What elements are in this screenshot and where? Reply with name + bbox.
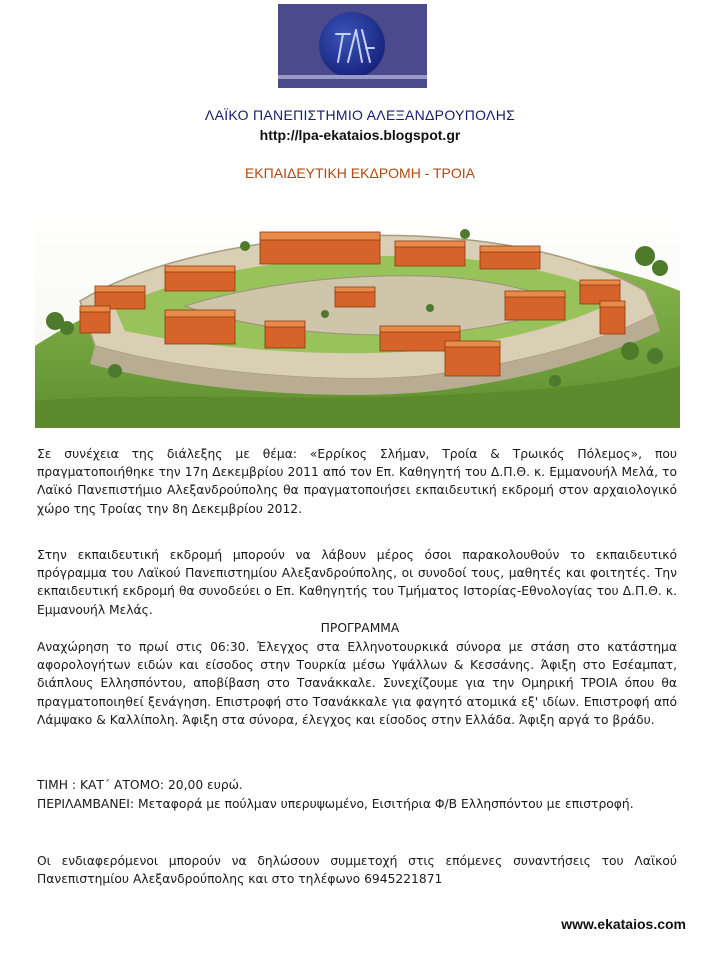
price-line: ΤΙΜΗ : ΚΑΤ΄ ΑΤΟΜΟ: 20,00 ευρώ.	[37, 778, 243, 792]
participation-paragraph: Στην εκπαιδευτική εκδρομή μπορούν να λάβουν μέρος όσοι παρακολουθούν το εκπαιδευτικό πρόγραμμα του Λαϊκού Πανεπιστημίου Αλεξανδρούπολης, οι συνοδοί τους, μαθητές και φοιτητές. Την εκπαιδευτική εκδρομή θα συνοδεύει ο Επ. Καθηγητής του Τμήματος Ιστορίας-Εθνολογίας του Δ.Π.Θ. κ. Εμμανουήλ Μελάς.	[37, 548, 677, 617]
blog-url[interactable]: http://lpa-ekataios.blogspot.gr	[259, 127, 461, 143]
logo-stripe	[278, 75, 427, 79]
includes-paragraph: ΠΕΡΙΛΑΜΒΑΝΕΙ: Μεταφορά με πούλμαν υπερυψωμένο, Εισιτήρια Φ/Β Ελλησπόντου με επιστροφή.	[37, 797, 634, 811]
event-title: ΕΚΠΑΙΔΕΥΤΙΚΗ ΕΚΔΡΟΜΗ - ΤΡΟΙΑ	[244, 165, 476, 181]
program-paragraph: Αναχώρηση το πρωί στις 06:30. Έλεγχος στα Ελληνοτουρκικά σύνορα με στάση στο κατάστημα αφορολογήτων ειδών και είσοδος στην Τουρκία μέσω Υψάλλων & Κεσσάνης. Άφιξη στο Εσέαμπατ, διάπλους Ελλησπόντου, αποβίβαση στο Τσανάκκαλε. Συνεχίζουμε για την Ομηρική ΤΡΟΙΑ όπου θα πραγματοποιηθεί ξενάγηση. Επιστροφή στο Τσανάκκαλε για φαγητό ατομικά εξ' ιδίων. Επιστροφή από Λάμψακο & Καλλίπολη. Άφιξη στα σύνορα, έλεγχος και είσοδος στην Ελλάδα. Άφιξη αργά το βράδυ.	[37, 640, 677, 727]
contact-paragraph: Οι ενδιαφερόμενοι μπορούν να δηλώσουν συμμετοχή στις επόμενες συναντήσεις του Λαϊκού Πανεπιστημίου Αλεξανδρούπολης και στο τηλέφωνο 6945221871	[37, 854, 677, 887]
logo	[278, 4, 427, 88]
program-heading: ΠΡΟΓΡΑΜΜΑ	[320, 621, 400, 635]
website-link[interactable]: www.ekataios.com	[561, 916, 686, 932]
university-name: ΛΑΪΚΟ ΠΑΝΕΠΙΣΤΗΜΙΟ ΑΛΕΞΑΝΔΡΟΥΠΟΛΗΣ	[204, 107, 516, 123]
troy-illustration	[35, 196, 680, 428]
intro-paragraph: Σε συνέχεια της διάλεξης με θέμα: «Ερρίκος Σλήμαν, Τροία & Τρωικός Πόλεμος», που πραγματοποιήθηκε την 17η Δεκεμβρίου 2011 από τον Επ. Καθηγητή του Δ.Π.Θ. κ. Εμμανουήλ Μελά, το Λαϊκό Πανεπιστήμιο Αλεξανδρούπολης θα πραγματοποιήσει εκπαιδευτική εκδρομή στον αρχαιολογικό χώρο της Τροίας την 8η Δεκεμβρίου 2012.	[37, 447, 677, 516]
